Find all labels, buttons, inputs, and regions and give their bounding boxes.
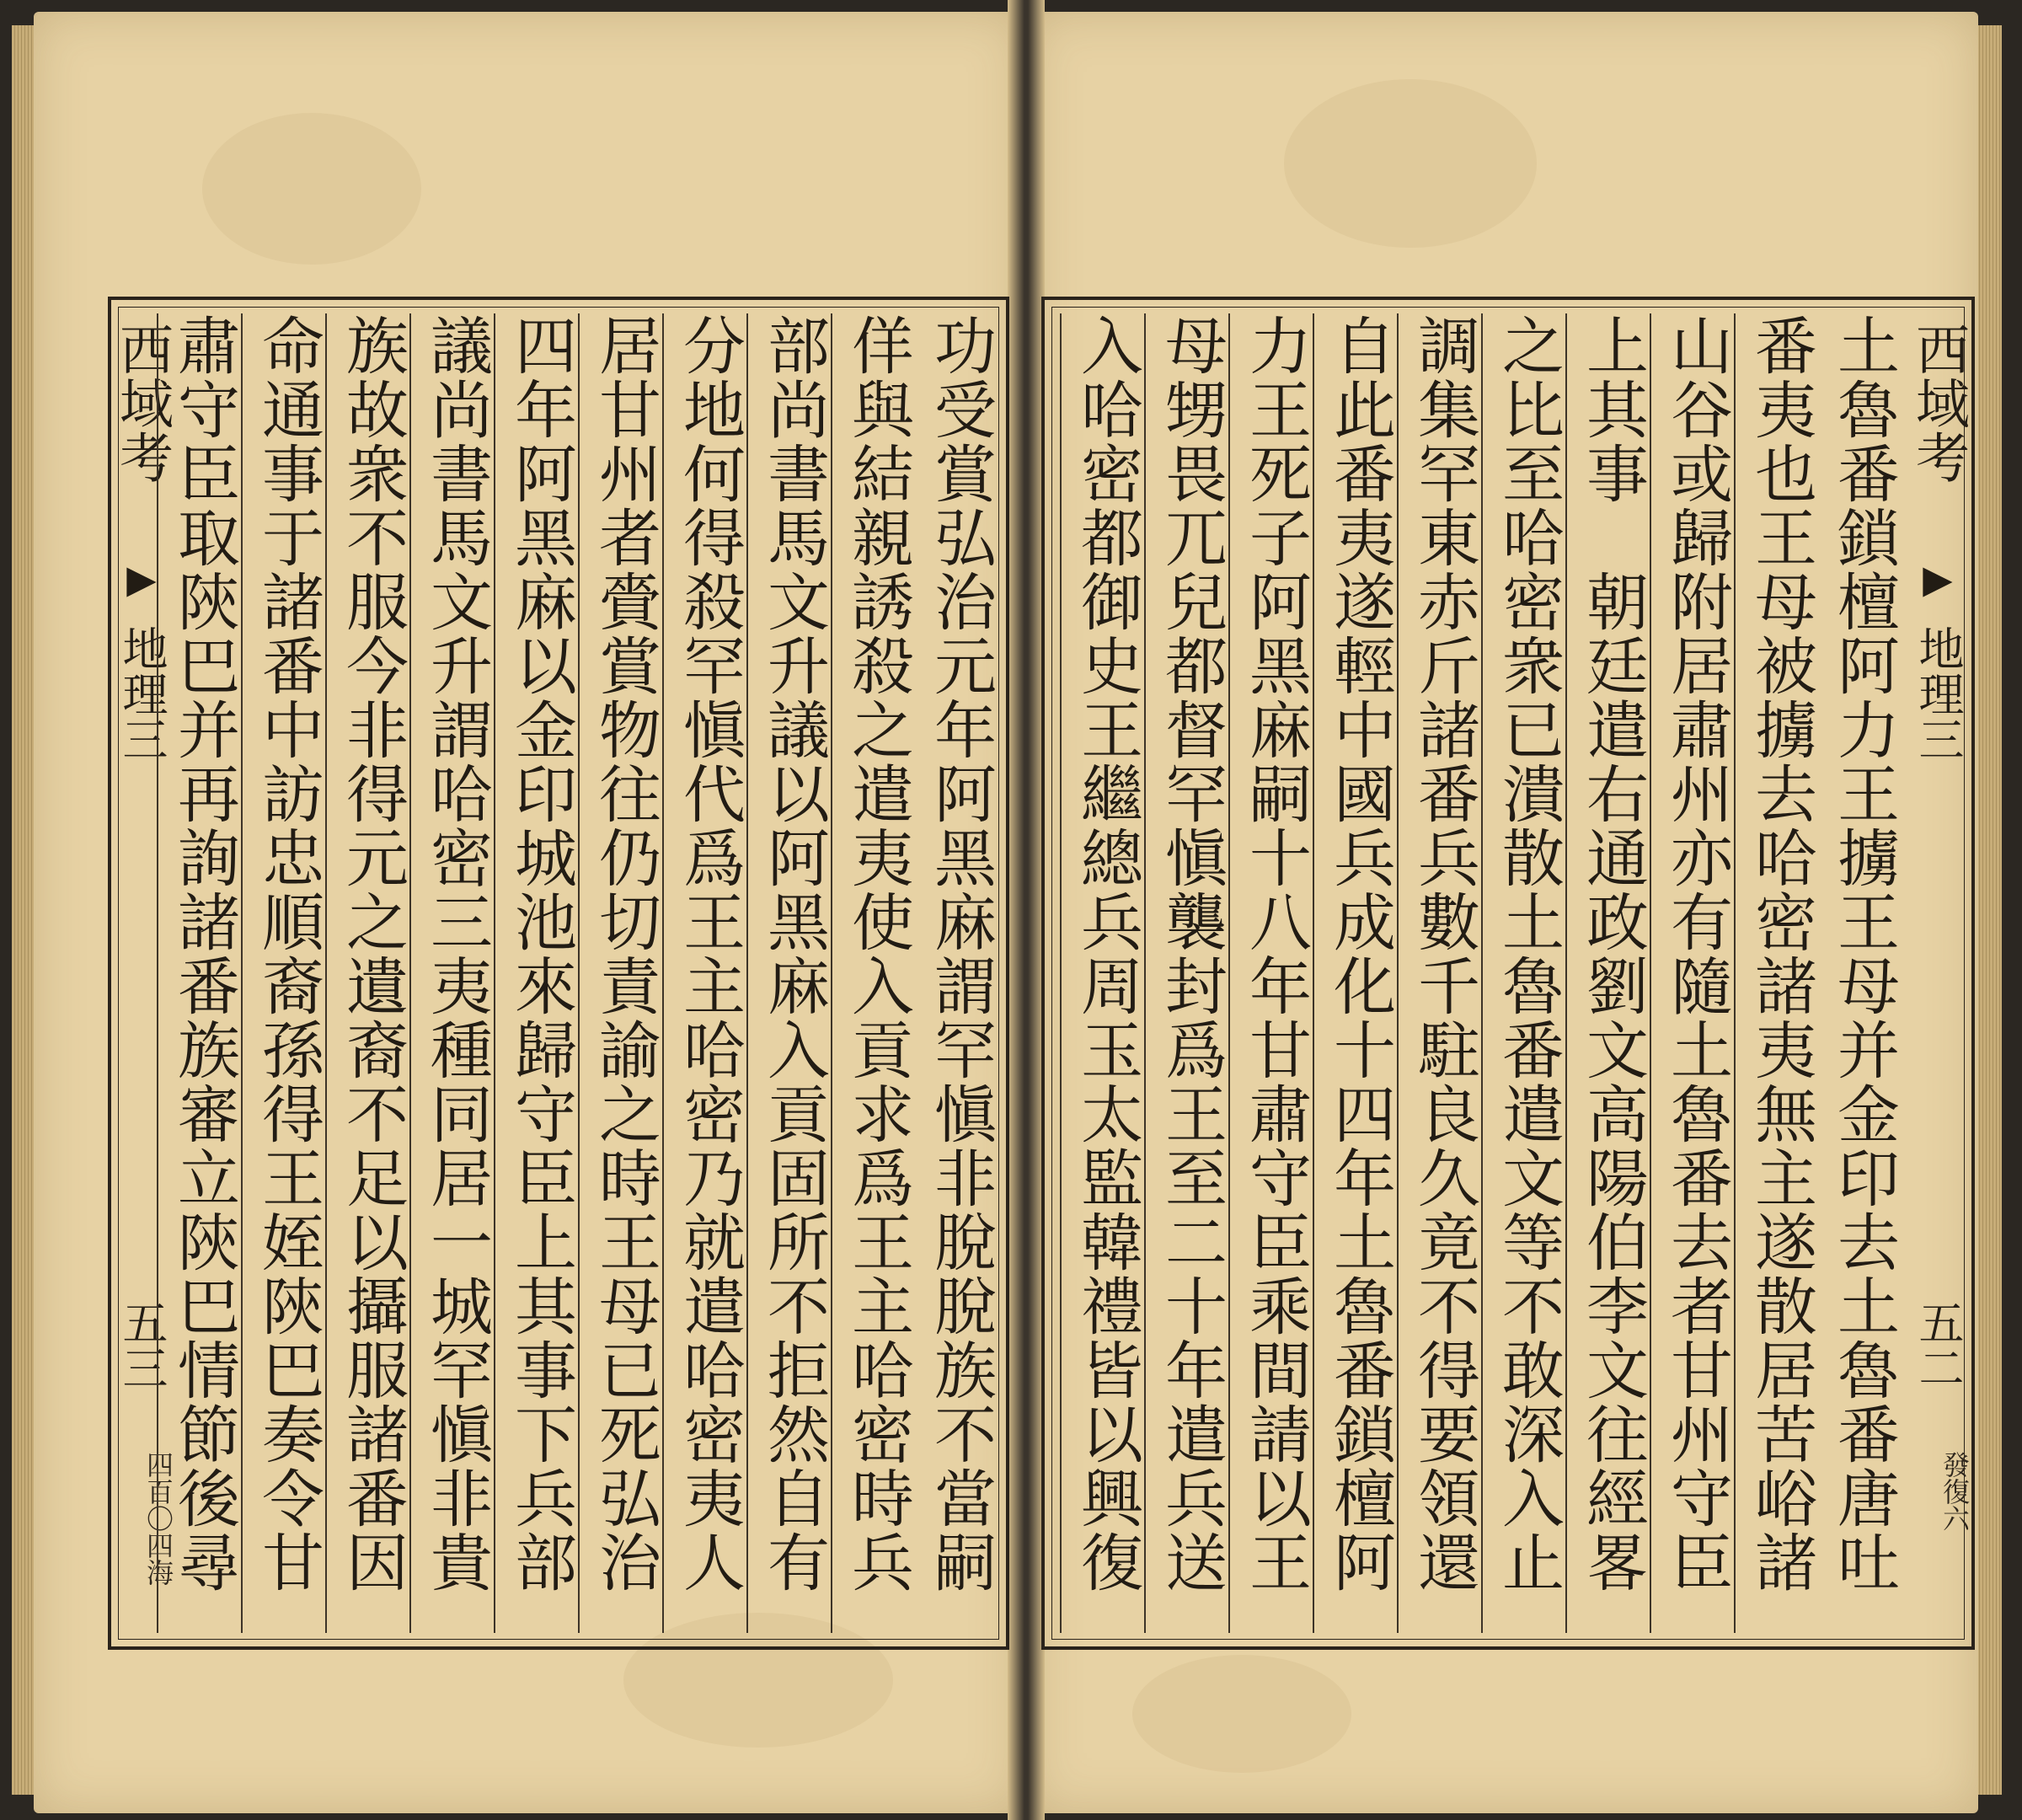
right-margin-column <box>1904 313 1971 1633</box>
margin-annotation: 發復六 <box>1939 1451 1971 1532</box>
left-text-column: 肅守臣取陝巴并再詢諸番族審立陝巴情節後尋 <box>157 313 243 1633</box>
right-text-column: 土魯番鎖檀阿力王擄王母并金印去土魯番唐吐 <box>1827 313 1900 1594</box>
margin-title: 西域考 <box>1907 322 1969 484</box>
right-text-column: 山谷或歸附居肅州亦有隨土魯番去者甘州守臣 <box>1650 313 1736 1633</box>
margin-title: 西域考 <box>110 322 173 484</box>
left-text-column: 居甘州者賫賞物往仍切責諭之時王母已死弘治 <box>578 313 664 1633</box>
right-text-column: 入哈密都御史王繼總兵周玉太監韓禮皆以興復 <box>1060 313 1146 1633</box>
fishtail-icon: ▶ <box>1923 556 1953 602</box>
right-text-column: 調集罕東赤斤諸番兵數千駐良久竟不得要領還 <box>1397 313 1483 1633</box>
right-page-edge-stack <box>1977 25 2002 1795</box>
left-text-column: 命通事于諸番中訪忠順裔孫得王姪陝巴奏令甘 <box>241 313 327 1633</box>
left-text-column: 分地何得殺罕愼代爲王主哈密乃就遣哈密夷人 <box>662 313 748 1633</box>
right-text-column: 自此番夷遂輕中國兵成化十四年土魯番鎖檀阿 <box>1313 313 1399 1633</box>
margin-folio: 五二 <box>1912 1299 1965 1390</box>
margin-annotation: 四百〇四海 <box>142 1451 174 1586</box>
left-text-column: 族故衆不服今非得元之遺裔不足以攝服諸番因 <box>325 313 411 1633</box>
left-text-column: 部尚書馬文升議以阿黑麻入貢固所不拒然自有 <box>746 313 832 1633</box>
right-text-column: 上其事 朝廷遣右通政劉文高陽伯李文往經畧 <box>1565 313 1651 1633</box>
right-text-column: 番夷也王母被擄去哈密諸夷無主遂散居苦峪諸 <box>1734 313 1820 1633</box>
right-text-column: 之比至哈密衆已潰散土魯番遣文等不敢深入止 <box>1481 313 1567 1633</box>
right-text-column: 母甥畏兀兒都督罕愼襲封爲王至二十年遣兵送 <box>1144 313 1230 1633</box>
left-text-column: 功受賞弘治元年阿黑麻謂罕愼非脫脫族不當嗣 <box>924 313 997 1594</box>
margin-section: 地理三 <box>115 625 168 762</box>
left-text-column: 四年阿黑麻以金印城池來歸守臣上其事下兵部 <box>494 313 580 1633</box>
left-text-column: 議尚書馬文升謂哈密三夷種同居一城罕愼非貴 <box>409 313 495 1633</box>
right-text-column: 力王死子阿黑麻嗣十八年甘肅守臣乘間請以王 <box>1228 313 1314 1633</box>
book-gutter <box>1008 0 1045 1820</box>
margin-section: 地理三 <box>1912 625 1965 762</box>
margin-folio: 五三 <box>115 1299 168 1390</box>
left-text-column: 佯與結親誘殺之遣夷使入貢求爲王主哈密時兵 <box>831 313 917 1633</box>
fishtail-icon: ▶ <box>126 556 157 602</box>
